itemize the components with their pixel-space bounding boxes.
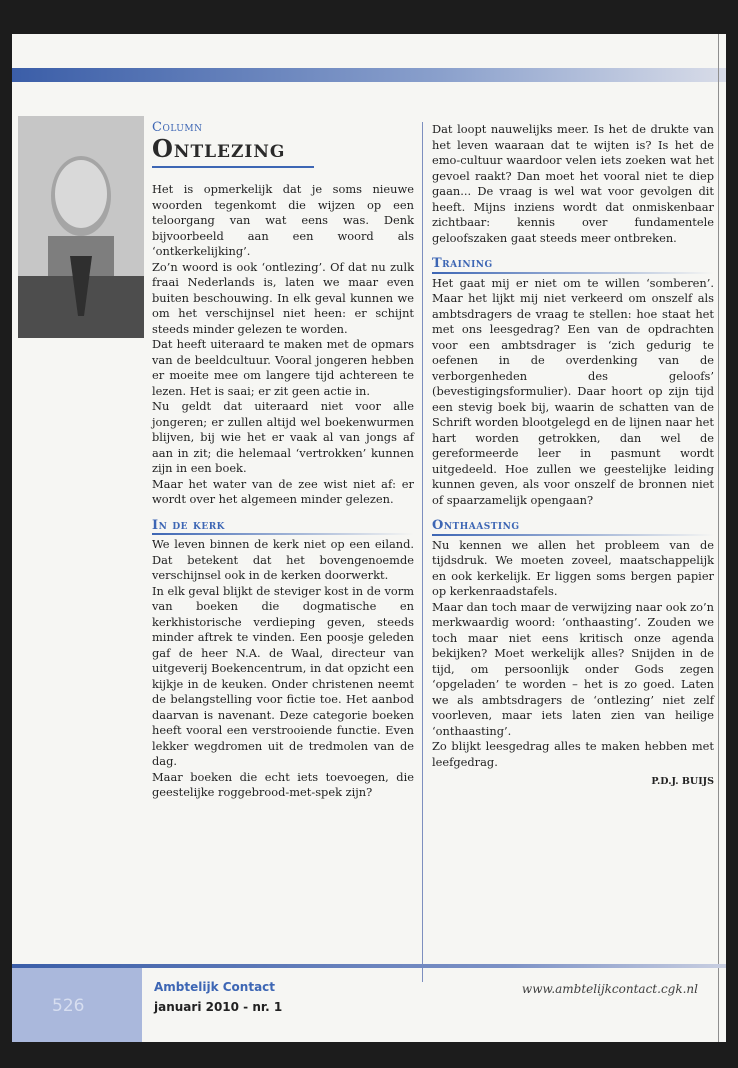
column-divider [422, 122, 423, 982]
author-photo [18, 116, 144, 338]
paragraph: Maar boeken die echt iets toevoegen, die geestelijke roggebrood-met-spek zijn? [152, 769, 414, 799]
paragraph: Het is opmerkelijk dat je soms nieuwe woorden tegenkomt die wijzen op een teloorgang van wat eens was. Denk bijvoorbeeld aan een woord als ‘ontkerkelijking’. [152, 182, 414, 258]
paragraph: Maar dan toch maar de verwijzing naar ook zo’n merkwaardig woord: ‘onthaasting’. Zouden we toch maar niet eens kritisch onze agenda bekijken? Moet werkelijk alles? Snijden in de tijd, om persoonlijk onder Gods zegen ‘opgeladen’ te worden – het is zo goed. Laten we als ambtsdragers de ‘ontlezing’ niet zelf voorleven, maar iets laten zien van heilige ‘onthaasting’. [432, 599, 714, 738]
paragraph: Maar het water van de zee wist niet af: er wordt over het algemeen minder gelezen. [152, 476, 414, 506]
paragraph: Zo blijkt leesgedrag alles te maken hebben met leefgedrag. [432, 739, 714, 769]
column-kicker: Column [152, 120, 203, 135]
page-title: Ontlezing [152, 134, 286, 163]
right-column [432, 122, 714, 790]
subhead-training: Training [432, 256, 493, 271]
paragraph: Dat loopt nauwelijks meer. Is het de drukte van het leven waaraan dat te wijten is? Is het de emo-cultuur waardoor velen iets zoeken wat het gevoel raakt? Dan moet het vooral niet te diep gaan... De vraag is wel wat voor gevolgen dit heeft. Mijns inziens wordt dat onmiskenbaar zichtbaar: kennis over fundamentele geloofszaken gaat steeds meer ontbreken. [432, 122, 714, 245]
magazine-page [12, 34, 726, 1042]
subhead-onthaasting: Onthaasting [432, 518, 520, 533]
page-number: 526 [52, 996, 85, 1016]
subhead-in-de-kerk: In de kerk [152, 517, 226, 533]
paragraph: Dat heeft uiteraard te maken met de opmars van de beeldcultuur. Vooral jongeren hebben er moeite mee om langere tijd achtereen te lezen. Het is saai; er zit geen actie in. [152, 337, 414, 398]
header-color-band [12, 68, 726, 82]
left-column [152, 152, 414, 801]
paragraph: Nu kennen we allen het probleem van de tijdsdruk. We moeten zoveel, maatschappelijk en ook kerkelijk. Er liggen soms bergen papier op kerkenraadstafels. [432, 537, 714, 598]
page-edge-rule [718, 34, 719, 1042]
author-signature: P.D.J. BUIJS [651, 776, 714, 787]
subhead-bar [152, 533, 414, 535]
paragraph: Het gaat mij er niet om te willen ‘somberen’. Maar het lijkt mij niet verkeerd om onszelf als ambtsdragers de vraag te stellen: hoe staat het met ons leesgedrag? Een van de opdrachten voor een ambtsdrager is ‘zich gedurig te oefenen in de overdenking van de verborgenheden des geloofs’ (bevestigingsformulier). Daar hoort op zijn tijd een stevig boek bij, waarin de schatten van de Schrift worden blootgelegd en de lijnen naar het hart worden getrokken, dan wel de gereformeerde leer in pasmunt wordt uitgedeeld. Hoe zullen we geestelijke leiding kunnen geven, als voor onszelf de bronnen niet of spaarzamelijk opengaan? [432, 275, 714, 507]
paragraph: We leven binnen de kerk niet op een eiland. Dat betekent dat het bovengenoemde verschijnsel ook in de kerken doorwerkt. [152, 537, 414, 582]
website-url: www.ambtelijkcontact.cgk.nl [521, 982, 698, 996]
issue-label: januari 2010 - nr. 1 [154, 1000, 283, 1014]
magazine-name: Ambtelijk Contact [154, 980, 276, 994]
paragraph: Nu geldt dat uiteraard niet voor alle jongeren; er zullen altijd wel boekenwurmen blijven, bij wie het er vaak al van jongs af aan in zit; die helemaal ‘vertrokken’ kunnen zijn in een boek. [152, 399, 414, 475]
paragraph: In elk geval blijkt de steviger kost in de vorm van boeken die dogmatische en kerkhistorische verdieping geven, steeds minder aftrek te vinden. Een poosje geleden gaf de heer N.A. de Waal, directeur van uitgeverij Boekencentrum, in dat opzicht een kijkje in de keuken. Onder christenen neemt de belangstelling voor fictie toe. Het aanbod daarvan is navenant. Deze categorie boeken heeft vooral een verstrooiende functie. Even lekker wegdromen uit de tredmolen van de dag. [152, 583, 414, 768]
subhead-bar [432, 534, 714, 536]
paragraph: Zo’n woord is ook ‘ontlezing’. Of dat nu zulk fraai Nederlands is, laten we maar even buiten beschouwing. In elk geval kunnen we om het verschijnsel niet heen: er schijnt steeds minder gelezen te worden. [152, 259, 414, 336]
subhead-bar [432, 272, 714, 274]
